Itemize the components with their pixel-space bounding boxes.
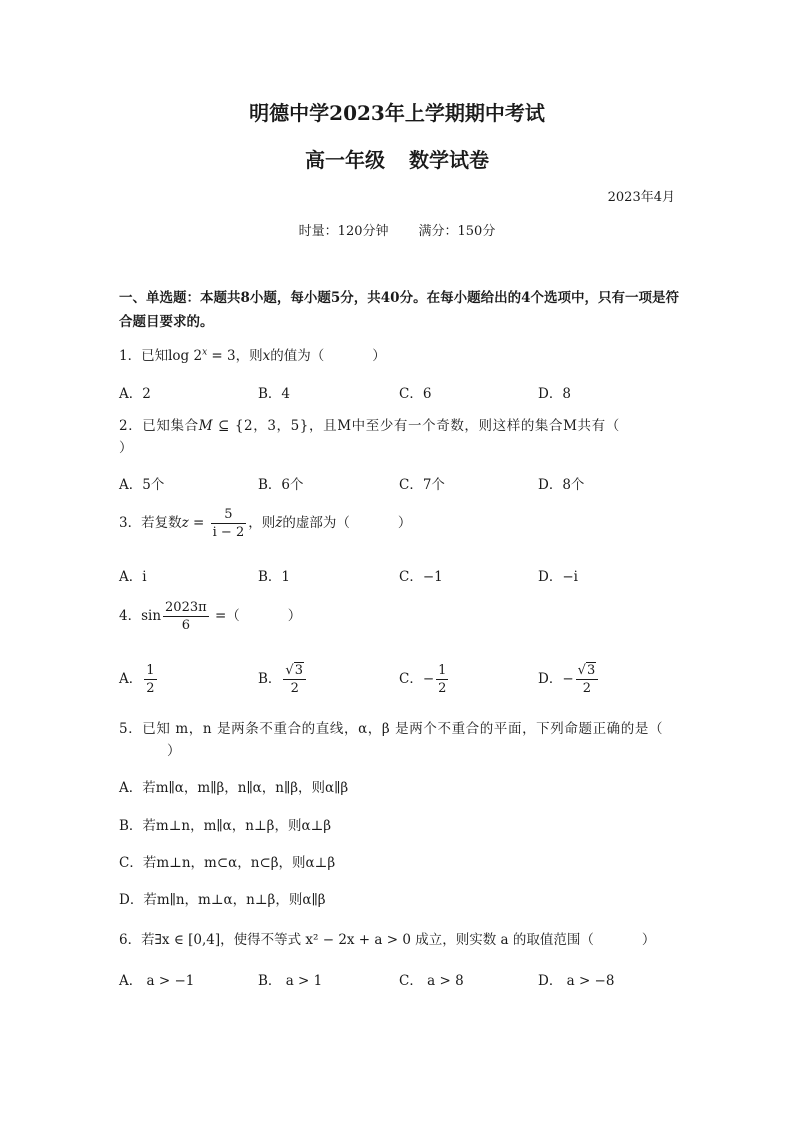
section-instruction: 一、单选题：本题共8小题，每小题5分，共40分。在每小题给出的4个选项中，只有一项是符合题目要求的。 (119, 290, 679, 330)
q5-option-b: B．若m⊥n，m∥α，n⊥β，则α⊥β (119, 818, 332, 834)
q2-option-a: A．5个 (119, 477, 165, 493)
question-5: 5．已知 m，n 是两条不重合的直线，α，β 是两个不重合的平面，下列命题正确的是（） (119, 721, 664, 759)
question-3: 3．若复数z = $\frac{5}{i - 2}$ ，则z̄的虚部为（ ） (119, 507, 412, 540)
grade-label: 高一年级 (305, 148, 385, 172)
exam-meta (0, 220, 794, 239)
exam-title: 明德中学2023年上学期期中考试 (249, 101, 545, 125)
question-2: 2．已知集合M ⊆ {2，3，5}，且M中至少有一个奇数，则这样的集合M共有（） (119, 418, 620, 456)
q2-option-d: D．8个 (538, 477, 585, 493)
subject-label: 数学试卷 (409, 148, 489, 172)
q3-fraction: $\frac{5}{i - 2}$ (212, 507, 245, 540)
q3-option-d: D．−i (538, 569, 578, 585)
q5-option-d: D．若m∥n，m⊥α，n⊥β，则α∥β (119, 892, 326, 908)
q2-option-c: C．7个 (399, 477, 445, 493)
sqrt-sign: √3 (285, 663, 303, 678)
q6-option-d: D． a > −8 (538, 973, 615, 989)
q6-option-b: B． a > 1 (258, 973, 323, 989)
q4-option-d: D．− $\frac{√3}{2}$ (538, 662, 600, 697)
q4-option-b: B． $\frac{√3}{2}$ (258, 662, 308, 697)
q5-option-c: C．若m⊥n，m⊂α，n⊂β，则α⊥β (119, 855, 336, 871)
q3-option-a: A．i (119, 569, 147, 585)
question-4: 4．sin $\frac{2023\pi}{6}$ =（ ） (119, 600, 302, 633)
question-1: 1．已知$\log 2^x = 3$，则x的值为（ ） (119, 347, 386, 364)
q1-option-a: A．2 (119, 386, 151, 402)
q1-option-c: C．6 (399, 386, 432, 402)
exam-subtitle (0, 144, 794, 173)
question-6: 6．若∃x ∈ [0,4]，使得不等式 x² − 2x + a > 0 成立，则实数 a 的取值范围（ ） (119, 932, 656, 948)
q1-option-b: B．4 (258, 386, 291, 402)
q4-fraction: $\frac{2023\pi}{6}$ (165, 600, 207, 633)
q2-option-b: B．6个 (258, 477, 304, 493)
q1-option-d: D．8 (538, 386, 571, 402)
full-score: 满分：150分 (418, 224, 496, 239)
q3-option-b: B．1 (258, 569, 291, 585)
sqrt-sign: √3 (577, 663, 596, 678)
q4-option-a: A． $\frac{1}{2}$ (119, 663, 155, 696)
time-limit: 时量：120分钟 (298, 224, 389, 239)
q4-option-c: C．− $\frac{1}{2}$ (399, 663, 447, 696)
q3-option-c: C．−1 (399, 569, 443, 585)
q5-option-a: A．若m∥α，m∥β，n∥α，n∥β，则α∥β (119, 780, 349, 796)
q6-option-a: A． a > −1 (119, 973, 195, 989)
exam-date: 2023年4月 (607, 190, 675, 205)
q6-option-c: C． a > 8 (399, 973, 464, 989)
